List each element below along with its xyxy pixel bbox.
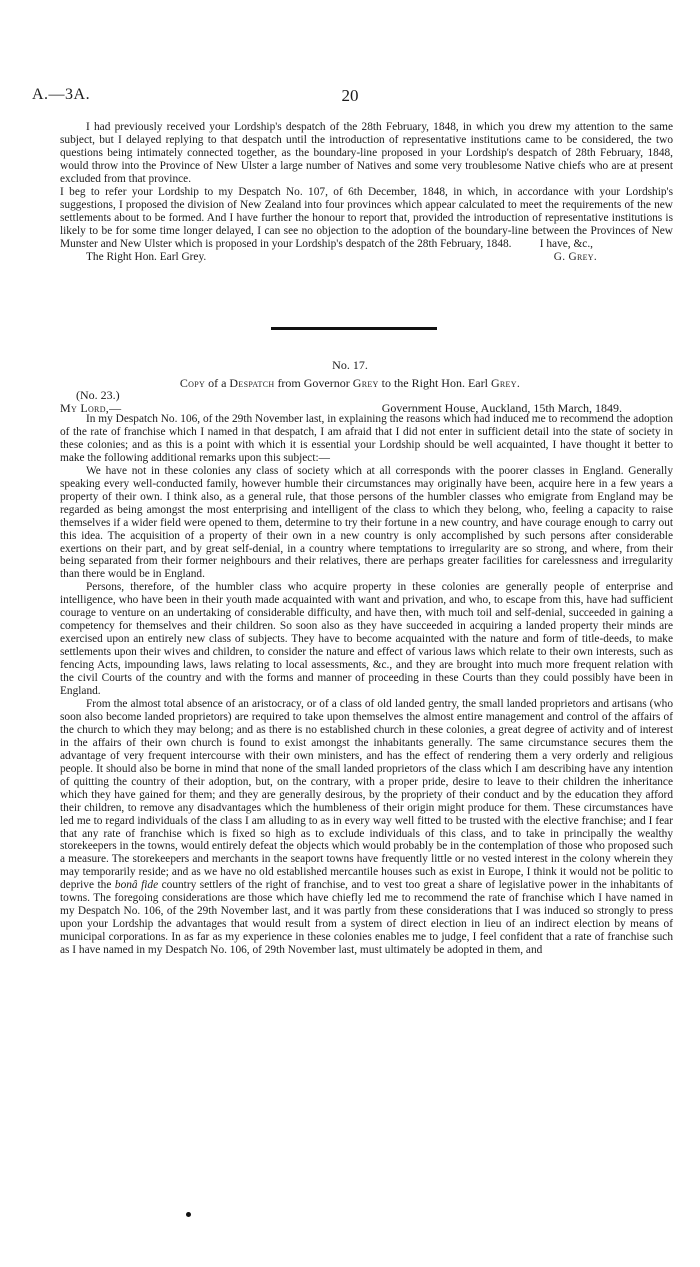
title-grey: Grey — [352, 376, 379, 390]
ink-speck — [186, 1212, 191, 1217]
closing: I have, &c., — [539, 237, 593, 250]
section-divider — [271, 327, 437, 330]
paragraph — [60, 698, 673, 957]
title-grey-2: Grey. — [490, 376, 521, 390]
despatch-ref-number: (No. 23.) — [76, 388, 120, 402]
letter-continuation — [60, 121, 673, 264]
paragraph: Persons, therefore, of the humbler class who acquire property in these colonies are generally people of enterprise and intelligence, who have been in their youth made acquainted with want and privation, and who, to escape from this, have had sufficient courage to venture on an undertaking of considerable difficulty, and have then, with much toil and self-denial, succeeded in gaining a competency for themselves and their children. So soon also as they have succeeded in acquiring a landed property their minds are exercised upon an entirely new class of subjects. They have to become acquainted with the nature and form of title-deeds, to make settlements upon their wives and children, to consider the nature and effect of various laws which relate to their own interests, such as fencing Acts, impounding laws, laws relating to local assessments, &c., and they are brought into much more frequent relation with the civil Courts of the country and with the forms and manner of proceeding in these Courts than they could possibly have been in England. — [60, 581, 673, 698]
salutation: My Lord,— — [60, 401, 122, 415]
signature-row — [60, 251, 673, 264]
title-of-a: of a — [208, 376, 227, 390]
title-copy: Copy — [179, 376, 206, 390]
title-from: from Governor — [277, 376, 350, 390]
signature: G. Grey. — [553, 250, 597, 263]
paragraph-part: From the almost total absence of an aristocracy, or of a class of old landed gentry, the small landed proprietors and artisans (who soon also become landed proprietors) are required to take upon themselves the almost entire management and control of the affairs of the church to which they may belong; and as there is no established church in these colonies, a great degree of activity and of interest in the affairs of their own church is found to exist amongst the inhabitants generally. The same circumstance secures them the advantage of very frequent intercourse with their own ministers, and has the effect of rendering them a very orderly and religious people. It should also be borne in mind that none of the small landed proprietors of the class which I am describing have any intention of quitting the country of their adoption, but, on the contrary, with a proper pride, desire to leave to their children the inheritance which they have gained for them; and they are generally desirous, by the propriety of their conduct and by the education they afford their children, to remove any disadvantages which the humbleness of their origin might produce for them. These circumstances have led me to regard individuals of the class I am alluding to as in every way well fitted to be trusted with the elective franchise; and I fear that any rate of franchise which is fixed so high as to exclude individuals of this class, and to take in principally the wealthy storekeepers in the towns, would entirely defeat the objects which would probably be in the contemplation of those who proposed such a measure. The storekeepers and merchants in the seaport towns have frequently little or no vested interest in the colony wherein they may temporarily reside; and as we have no old established mercantile houses such as exist in Europe, I think it would not be politic to deprive the — [60, 697, 673, 892]
despatch-body — [60, 413, 673, 957]
page-header — [32, 86, 668, 108]
paragraph: We have not in these colonies any class of society which at all corresponds with the poorer classes in England. Generally speaking every well-conducted family, however humble their circumstances may originally have been, acquire here in a few years a property of their own. I think also, as a general rule, that those persons of the humbler classes who emigrate from England may be regarded as being amongst the most enterprising and intelligent of the class to which they belong, who, feeling a capacity to raise themselves if a wider field were opened to them, determine to try their fortune in a new country, and have courage enough to carry out this idea. The acquisition of a property of their own in a new country is only accomplished by such persons after considerable exertions on their part, and by great self-denial, in a country where temptations to irregularity are so strong, and where, from their being separated from their former neighbours and their relatives, there are perhaps greater facilities for carelessness and irregularity than there would be in England. — [60, 464, 673, 581]
despatch-number: No. 17. — [332, 358, 368, 372]
page-number: 20 — [341, 86, 359, 105]
title-to: to the Right Hon. Earl — [381, 376, 488, 390]
sender-address: Government House, Auckland, 15th March, 1849. — [381, 401, 622, 415]
paragraph: I beg to refer your Lordship to my Despatch No. 107, of 6th December, 1848, in which, in accordance with your Lordship's suggestions, I proposed the division of New Zealand into four provinces which appear calculated to meet the requirements of the new settlements about to be formed. And I have further the honour to report that, provided the introduction of representative institutions is likely to be for some time longer delayed, I can see no objection to the adoption of the boundary-line between the Provinces of New Munster and New Ulster which is proposed in your Lordship's despatch of the 28th February, 1848. — [60, 185, 673, 250]
paragraph-part: country settlers of the right of franchise, and to vest too great a share of legislative power in the inhabitants of towns. The foregoing considerations are those which have chiefly led me to recommend the rate of franchise which I have named in my Despatch No. 106, of the 29th November last, and it was partly from these considerations that I was induced so strongly to press upon your Lordship the advantages that would result from a system of direct election in lieu of an indirect election by means of municipal corporations. In as far as my experience in these colonies enables me to judge, I feel confident that a rate of franchise such as I have named in my Despatch No. 106, of 29th November last, must ultimately be adopted in them, and — [60, 879, 673, 957]
closing-row — [60, 238, 673, 251]
addressee: The Right Hon. Earl Grey. — [86, 250, 207, 263]
title-despatch: Despatch — [229, 376, 275, 390]
paragraph: In my Despatch No. 106, of the 29th November last, in explaining the reasons which had induced me to recommend the adoption of the rate of franchise which I named in that despatch, I am afraid that I did not enter in sufficient detail into the state of society in these colonies; and as this is a point with which it is essential your Lordship should be well acquainted, I have thought it better to make the following additional remarks upon this subject:— — [60, 413, 673, 464]
paper-reference: A.—3A. — [32, 86, 91, 103]
italic-phrase: bonâ fide — [114, 879, 159, 892]
paragraph: I had previously received your Lordship's despatch of the 28th February, 1848, in which you drew my attention to the same subject, but I delayed replying to that despatch until the introduction of representative institutions came to be considered, the two questions being intimately connected together, as the boundary-line proposed in your Lordship's despatch of 28th February, 1848, would throw into the Province of New Ulster a large number of Natives and some very troublesome Native chiefs who are at present excluded from that province. — [60, 121, 673, 185]
